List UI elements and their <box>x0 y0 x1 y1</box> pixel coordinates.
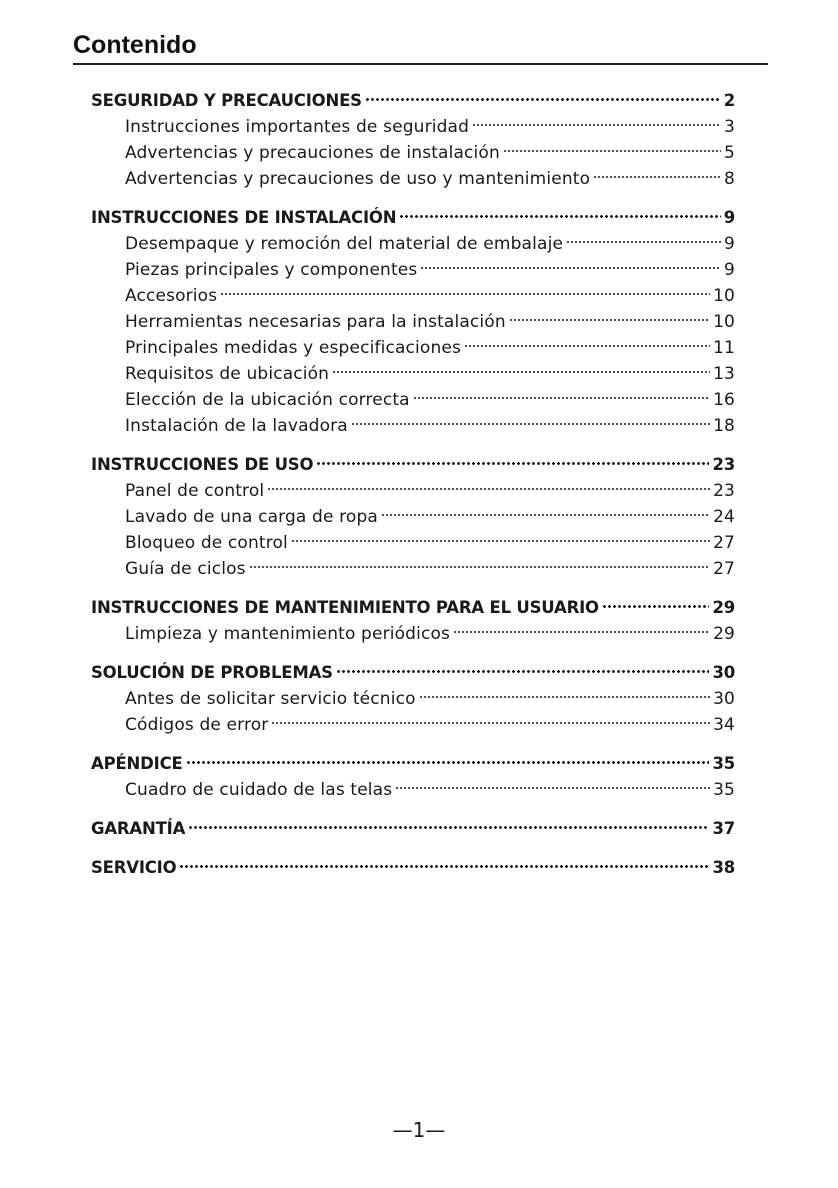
title-divider <box>73 63 768 65</box>
dot-leader <box>365 80 721 106</box>
dot-leader <box>395 769 710 795</box>
toc-heading-label: GARANTÍA <box>91 819 186 838</box>
toc-entry-label: Requisitos de ubicación <box>125 364 330 384</box>
dot-leader <box>464 327 710 353</box>
toc-page-number: 27 <box>713 533 735 553</box>
dot-leader <box>336 652 710 678</box>
toc-page-number: 2 <box>723 91 735 110</box>
toc-entry-label: Panel de control <box>125 481 265 501</box>
toc-entry-label: Principales medidas y especificaciones <box>125 338 461 358</box>
toc-entry-label: Desempaque y remoción del material de embalaje <box>125 234 564 254</box>
toc-section <box>91 197 735 436</box>
toc-entry-label: Advertencias y precauciones de uso y mantenimiento <box>125 169 591 189</box>
toc-page-number: 3 <box>724 117 735 137</box>
dot-leader <box>420 249 721 275</box>
toc-page-number: 23 <box>713 481 735 501</box>
dot-leader <box>509 301 710 327</box>
toc-entry-label: Limpieza y mantenimiento periódicos <box>125 624 451 644</box>
toc-section <box>91 587 735 644</box>
dot-leader <box>249 548 710 574</box>
dot-leader <box>602 587 710 613</box>
toc-heading-label: SERVICIO <box>91 858 177 877</box>
toc-heading-label: SOLUCIÓN DE PROBLEMAS <box>91 663 333 682</box>
toc-page-number: 13 <box>713 364 735 384</box>
toc-page-number: 10 <box>713 286 735 306</box>
toc-section <box>91 743 735 800</box>
toc-page-number: 24 <box>713 507 735 527</box>
dot-leader <box>267 470 710 496</box>
toc-entry-label: Advertencias y precauciones de instalación <box>125 143 500 163</box>
dot-leader <box>503 132 721 158</box>
toc-entry-label: Lavado de una carga de ropa <box>125 507 378 527</box>
toc-page-number: 23 <box>712 455 735 474</box>
page-title: Contenido <box>73 31 197 59</box>
dot-leader <box>566 223 721 249</box>
toc-page-number: 34 <box>713 715 735 735</box>
toc-page-number: 30 <box>712 663 735 682</box>
toc-heading-label: INSTRUCCIONES DE USO <box>91 455 314 474</box>
page-number: —1— <box>392 1118 446 1142</box>
toc-page-number: 9 <box>724 234 735 254</box>
toc-entry-row[interactable] <box>91 769 735 800</box>
toc-entry-label: Piezas principales y componentes <box>125 260 418 280</box>
dot-leader <box>453 613 710 639</box>
toc-page-number: 37 <box>712 819 735 838</box>
toc-section <box>91 808 735 838</box>
toc-heading-label: INSTRUCCIONES DE MANTENIMIENTO PARA EL USUARIO <box>91 598 599 617</box>
dot-leader <box>381 496 710 522</box>
toc-heading-row[interactable] <box>91 652 735 682</box>
dot-leader <box>472 106 721 132</box>
dot-leader <box>316 444 709 470</box>
dot-leader <box>399 197 720 223</box>
toc-page-number: 38 <box>712 858 735 877</box>
toc-section <box>91 847 735 877</box>
dot-leader <box>419 678 710 704</box>
toc-page-number: 29 <box>713 624 735 644</box>
toc-page-number: 35 <box>712 754 735 773</box>
dot-leader <box>351 405 710 431</box>
dot-leader <box>271 704 710 730</box>
dot-leader <box>413 379 710 405</box>
toc-page-number: 35 <box>713 780 735 800</box>
toc-heading-row[interactable] <box>91 444 735 474</box>
toc-page-number: 8 <box>724 169 735 189</box>
toc-page-number: 29 <box>712 598 735 617</box>
toc-entry-label: Herramientas necesarias para la instalación <box>125 312 506 332</box>
dot-leader <box>186 743 710 769</box>
toc-heading-label: SEGURIDAD Y PRECAUCIONES <box>91 91 362 110</box>
toc-heading-row[interactable] <box>91 80 735 110</box>
toc-heading-row[interactable] <box>91 587 735 617</box>
toc-entry-label: Cuadro de cuidado de las telas <box>125 780 393 800</box>
toc-section <box>91 444 735 579</box>
toc-heading-row[interactable] <box>91 197 735 227</box>
toc-heading-row[interactable] <box>91 847 735 877</box>
toc-page-number: 9 <box>723 208 735 227</box>
toc-heading-label: INSTRUCCIONES DE INSTALACIÓN <box>91 208 397 227</box>
dot-leader <box>179 847 709 873</box>
toc-entry-label: Elección de la ubicación correcta <box>125 390 410 410</box>
toc-page-number: 18 <box>713 416 735 436</box>
toc-page-number: 16 <box>713 390 735 410</box>
toc-section <box>91 80 735 189</box>
dot-leader <box>291 522 710 548</box>
dot-leader <box>188 808 709 834</box>
toc-entry-label: Antes de solicitar servicio técnico <box>125 689 416 709</box>
toc-page-number: 27 <box>713 559 735 579</box>
toc-heading-label: APÉNDICE <box>91 754 183 773</box>
toc-entry-label: Instrucciones importantes de seguridad <box>125 117 470 137</box>
toc-entry-label: Códigos de error <box>125 715 269 735</box>
toc-page-number: 30 <box>713 689 735 709</box>
dot-leader <box>332 353 710 379</box>
toc-entry-label: Instalación de la lavadora <box>125 416 348 436</box>
toc-page-number: 9 <box>724 260 735 280</box>
dot-leader <box>220 275 710 301</box>
toc-page-number: 10 <box>713 312 735 332</box>
toc-page-number: 11 <box>713 338 735 358</box>
toc-entry-label: Guía de ciclos <box>125 559 246 579</box>
toc-heading-row[interactable] <box>91 743 735 773</box>
table-of-contents <box>91 80 735 886</box>
toc-entry-label: Bloqueo de control <box>125 533 288 553</box>
toc-entry-label: Accesorios <box>125 286 218 306</box>
toc-page-number: 5 <box>724 143 735 163</box>
toc-section <box>91 652 735 735</box>
dot-leader <box>593 158 721 184</box>
toc-heading-row[interactable] <box>91 808 735 838</box>
